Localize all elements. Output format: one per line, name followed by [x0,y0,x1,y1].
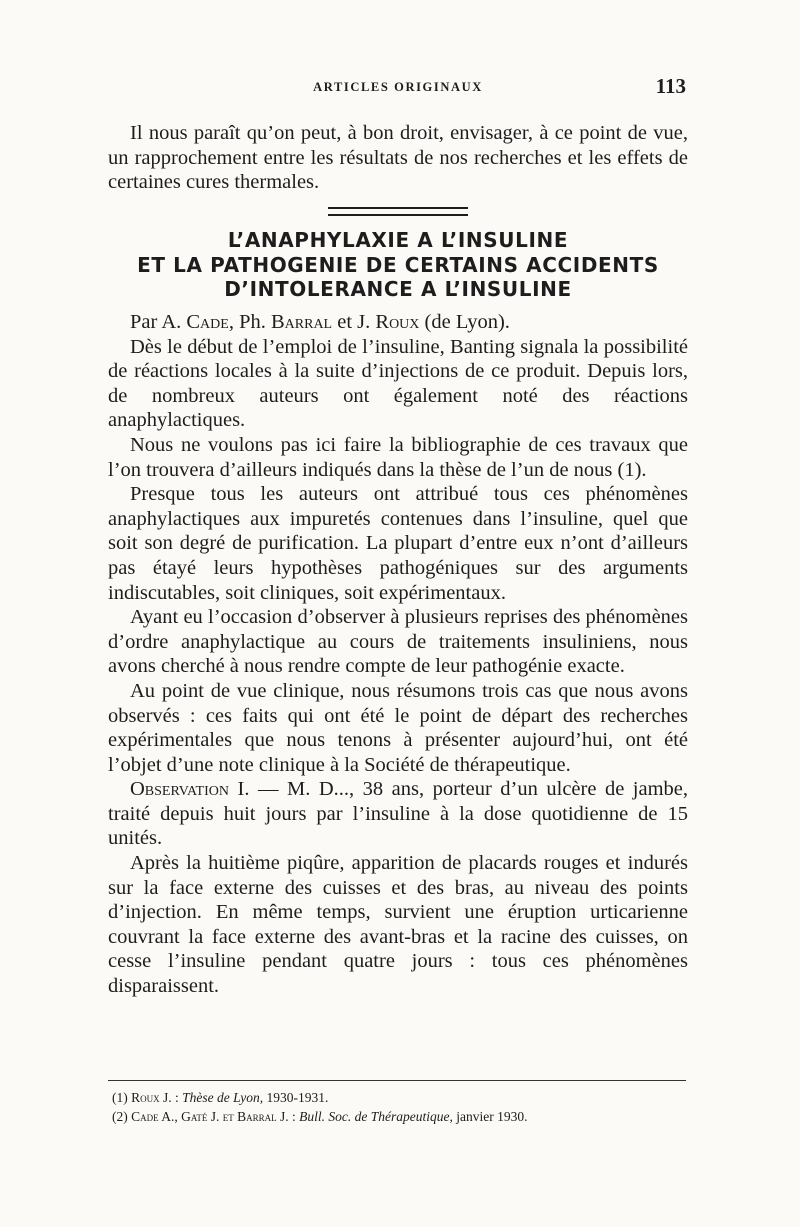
footnotes [112,1088,688,1126]
observation-label: Observation [130,778,229,801]
observation-text: I. — M. D..., 38 ans, porteur d’un ulcère de jambe, traité depuis huit jours par l’insuline à la dose quotidienne de 15 unités. [108,778,689,850]
footnote-marker: (1) [112,1090,128,1105]
byline [108,310,688,335]
byline-prefix: Par A. [130,311,182,333]
page-number: 113 [655,74,686,98]
footnote-details: janvier 1930. [456,1109,528,1124]
article-title-line: ET LA PATHOGENIE DE CERTAINS ACCIDENTS [137,252,659,277]
page-header [110,74,686,100]
footnote-authors: Roux J. : [131,1090,179,1105]
article-title-line: D’INTOLERANCE A L’INSULINE [224,277,572,301]
byline-suffix: (de Lyon). [424,311,510,333]
body-paragraph: Presque tous les auteurs ont attribué tous ces phénomènes anaphylactiques aux impuretés contenues dans l’insuline, quel que soit son degré de purification. La plupart d’entre eux n’ont d’ailleurs pas étayé leurs hypothèses pathogéniques sur des arguments indiscutables, soit cliniques, soit expérimentaux. [108,483,688,604]
author-name: Cade [186,311,229,333]
body-paragraph: Après la huitième piqûre, apparition de placards rouges et indurés sur la face externe des cuisses et des bras, au niveau des points d’injection. En même temps, survient une éruption urticarienne couvrant la face externe des avant-bras et la racine des cuisses, on cesse l’insuline pendant quatre jours : tous ces phénomènes disparaissent. [108,852,688,998]
footnote [112,1107,688,1126]
running-title: ARTICLES ORIGINAUX [313,80,483,94]
footnote-details: 1930-1931. [266,1090,329,1105]
observation-paragraph [108,777,688,851]
author-name: Barral [270,311,333,333]
intro-paragraph-block [108,121,688,195]
article-title-line: L’ANAPHYLAXIE A L’INSULINE [227,228,569,252]
section-divider [328,207,468,216]
body-paragraph: Au point de vue clinique, nous résumons trois cas que nous avons observés : ces faits qui ont été le point de départ des recherches expérimentales que nous tenons à présenter aujourd’hui, ont été l’objet d’une note clinique à la Société de thérapeutique. [108,679,688,776]
byline-separator: et J. [337,311,371,333]
body-paragraph: Nous ne voulons pas ici faire la bibliographie de ces travaux que l’on trouvera d’ailleurs indiqués dans la thèse de l’un de nous (1). [108,433,688,481]
footnote-source: Bull. Soc. de Thérapeutique, [299,1109,453,1124]
footnote-rule [108,1080,686,1081]
author-name: Roux [375,311,420,333]
footnote [112,1088,688,1107]
byline-separator: , Ph. [228,311,266,333]
body-paragraph: Ayant eu l’occasion d’observer à plusieurs reprises des phénomènes d’ordre anaphylactique au cours de traitements insuliniens, nous avons cherché à nous rendre compte de leur pathogénie exacte. [108,606,688,678]
footnote-authors: Cade A., Gaté J. et Barral J. : [131,1109,296,1124]
article-body [108,310,688,999]
footnote-marker: (2) [112,1109,128,1124]
article-title [108,228,688,302]
body-paragraph: Dès le début de l’emploi de l’insuline, Banting signala la possibilité de réactions locales à la suite d’injections de ce produit. Depuis lors, de nombreux auteurs ont également noté des réactions anaphylactiques. [108,335,688,432]
intro-paragraph: Il nous paraît qu’on peut, à bon droit, envisager, à ce point de vue, un rapprochement entre les résultats de nos recherches et les effets de certaines cures thermales. [108,122,688,194]
footnote-source: Thèse de Lyon, [182,1090,264,1105]
